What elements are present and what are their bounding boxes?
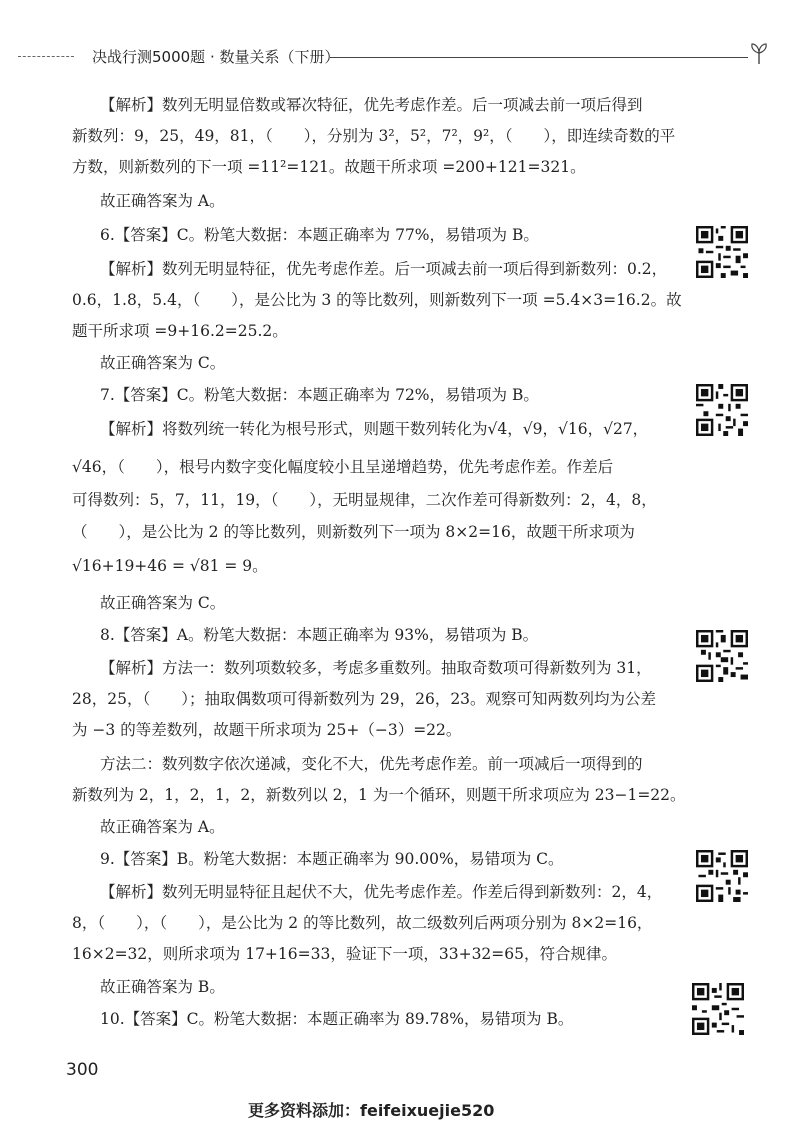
qr-code-icon[interactable]	[692, 983, 744, 1035]
header-dash	[18, 56, 74, 57]
qr-code-icon[interactable]	[696, 226, 748, 278]
text-line: 【解析】将数列统一转化为根号形式，则题干数列转化为√4，√9，√16，√27，	[100, 420, 649, 438]
text-line: 28，25，（ ）；抽取偶数项可得新数列为 29，26，23。观察可知两数列均为公差	[72, 690, 657, 708]
sprout-icon	[746, 40, 772, 66]
book-title: 决战行测5000题 · 数量关系（下册）	[92, 48, 340, 66]
text-line: 故正确答案为 B。	[100, 978, 225, 996]
text-line: 新数列：9，25，49，81，（ ），分别为 3²，5²，7²，9²，（ ），即连续奇数的平	[72, 127, 676, 145]
text-line: 0.6，1.8，5.4，（ ），是公比为 3 的等比数列，则新数列下一项 =5.4×3=16.2。故	[72, 291, 682, 309]
page-number: 300	[66, 1060, 99, 1080]
text-line: （ ），是公比为 2 的等比数列，则新数列下一项为 8×2=16，故题干所求项为	[72, 523, 635, 541]
answer-10: 10.【答案】C。粉笔大数据：本题正确率为 89.78%，易错项为 B。	[100, 1010, 574, 1028]
text-line: 方数，则新数列的下一项 =11²=121。故题干所求项 =200+121=321。	[72, 158, 586, 176]
text-line: 【解析】数列无明显特征且起伏不大，优先考虑作差。作差后得到新数列：2，4，	[100, 883, 663, 901]
text-line: 新数列为 2，1，2，1，2，新数列以 2，1 为一个循环，则题干所求项应为 23−1=22。	[72, 786, 686, 804]
text-line: 16×2=32，则所求项为 17+16=33，验证下一项，33+32=65，符合规律。	[72, 945, 617, 963]
text-line: 题干所求项 =9+16.2=25.2。	[72, 322, 288, 340]
text-line: 可得数列：5，7，11，19，（ ），无明显规律，二次作差可得新数列：2，4，8，	[72, 491, 657, 509]
text-line: 【解析】数列无明显特征，优先考虑作差。后一项减去前一项后得到新数列：0.2，	[100, 260, 668, 278]
footer-note: 更多资料添加：feifeixuejie520	[248, 1101, 495, 1120]
text-line: 故正确答案为 C。	[100, 594, 226, 612]
qr-code-icon[interactable]	[696, 384, 748, 436]
text-line: 故正确答案为 A。	[100, 818, 225, 836]
text-line: 为 −3 的等差数列，故题干所求项为 25+（−3）=22。	[72, 721, 462, 739]
answer-7: 7.【答案】C。粉笔大数据：本题正确率为 72%，易错项为 B。	[100, 386, 539, 404]
running-header	[18, 46, 758, 68]
math-expression: √16+19+46 = √81 = 9。	[72, 557, 268, 575]
qr-code-icon[interactable]	[696, 850, 748, 902]
text-line: √46，（ ），根号内数字变化幅度较小且呈递增趋势，优先考虑作差。作差后	[72, 458, 614, 476]
qr-code-icon[interactable]	[696, 630, 748, 682]
answer-6: 6.【答案】C。粉笔大数据：本题正确率为 77%，易错项为 B。	[100, 226, 539, 244]
text-line: 【解析】方法一：数列项数较多，考虑多重数列。抽取奇数项可得新数列为 31，	[100, 659, 652, 677]
text-line: 故正确答案为 C。	[100, 354, 226, 372]
answer-9: 9.【答案】B。粉笔大数据：本题正确率为 90.00%，易错项为 C。	[100, 850, 564, 868]
text-line: 8，（ ），（ ），是公比为 2 的等比数列，故二级数列后两项分别为 8×2=16，	[72, 914, 653, 932]
text-line: 【解析】数列无明显倍数或幂次特征，优先考虑作差。后一项减去前一项后得到	[100, 96, 643, 114]
text-line: 故正确答案为 A。	[100, 192, 225, 210]
answer-8: 8.【答案】A。粉笔大数据：本题正确率为 93%，易错项为 B。	[100, 626, 539, 644]
header-rule	[330, 57, 748, 58]
text-line: 方法二：数列数字依次递减，变化不大，优先考虑作差。前一项减后一项得到的	[100, 755, 643, 773]
